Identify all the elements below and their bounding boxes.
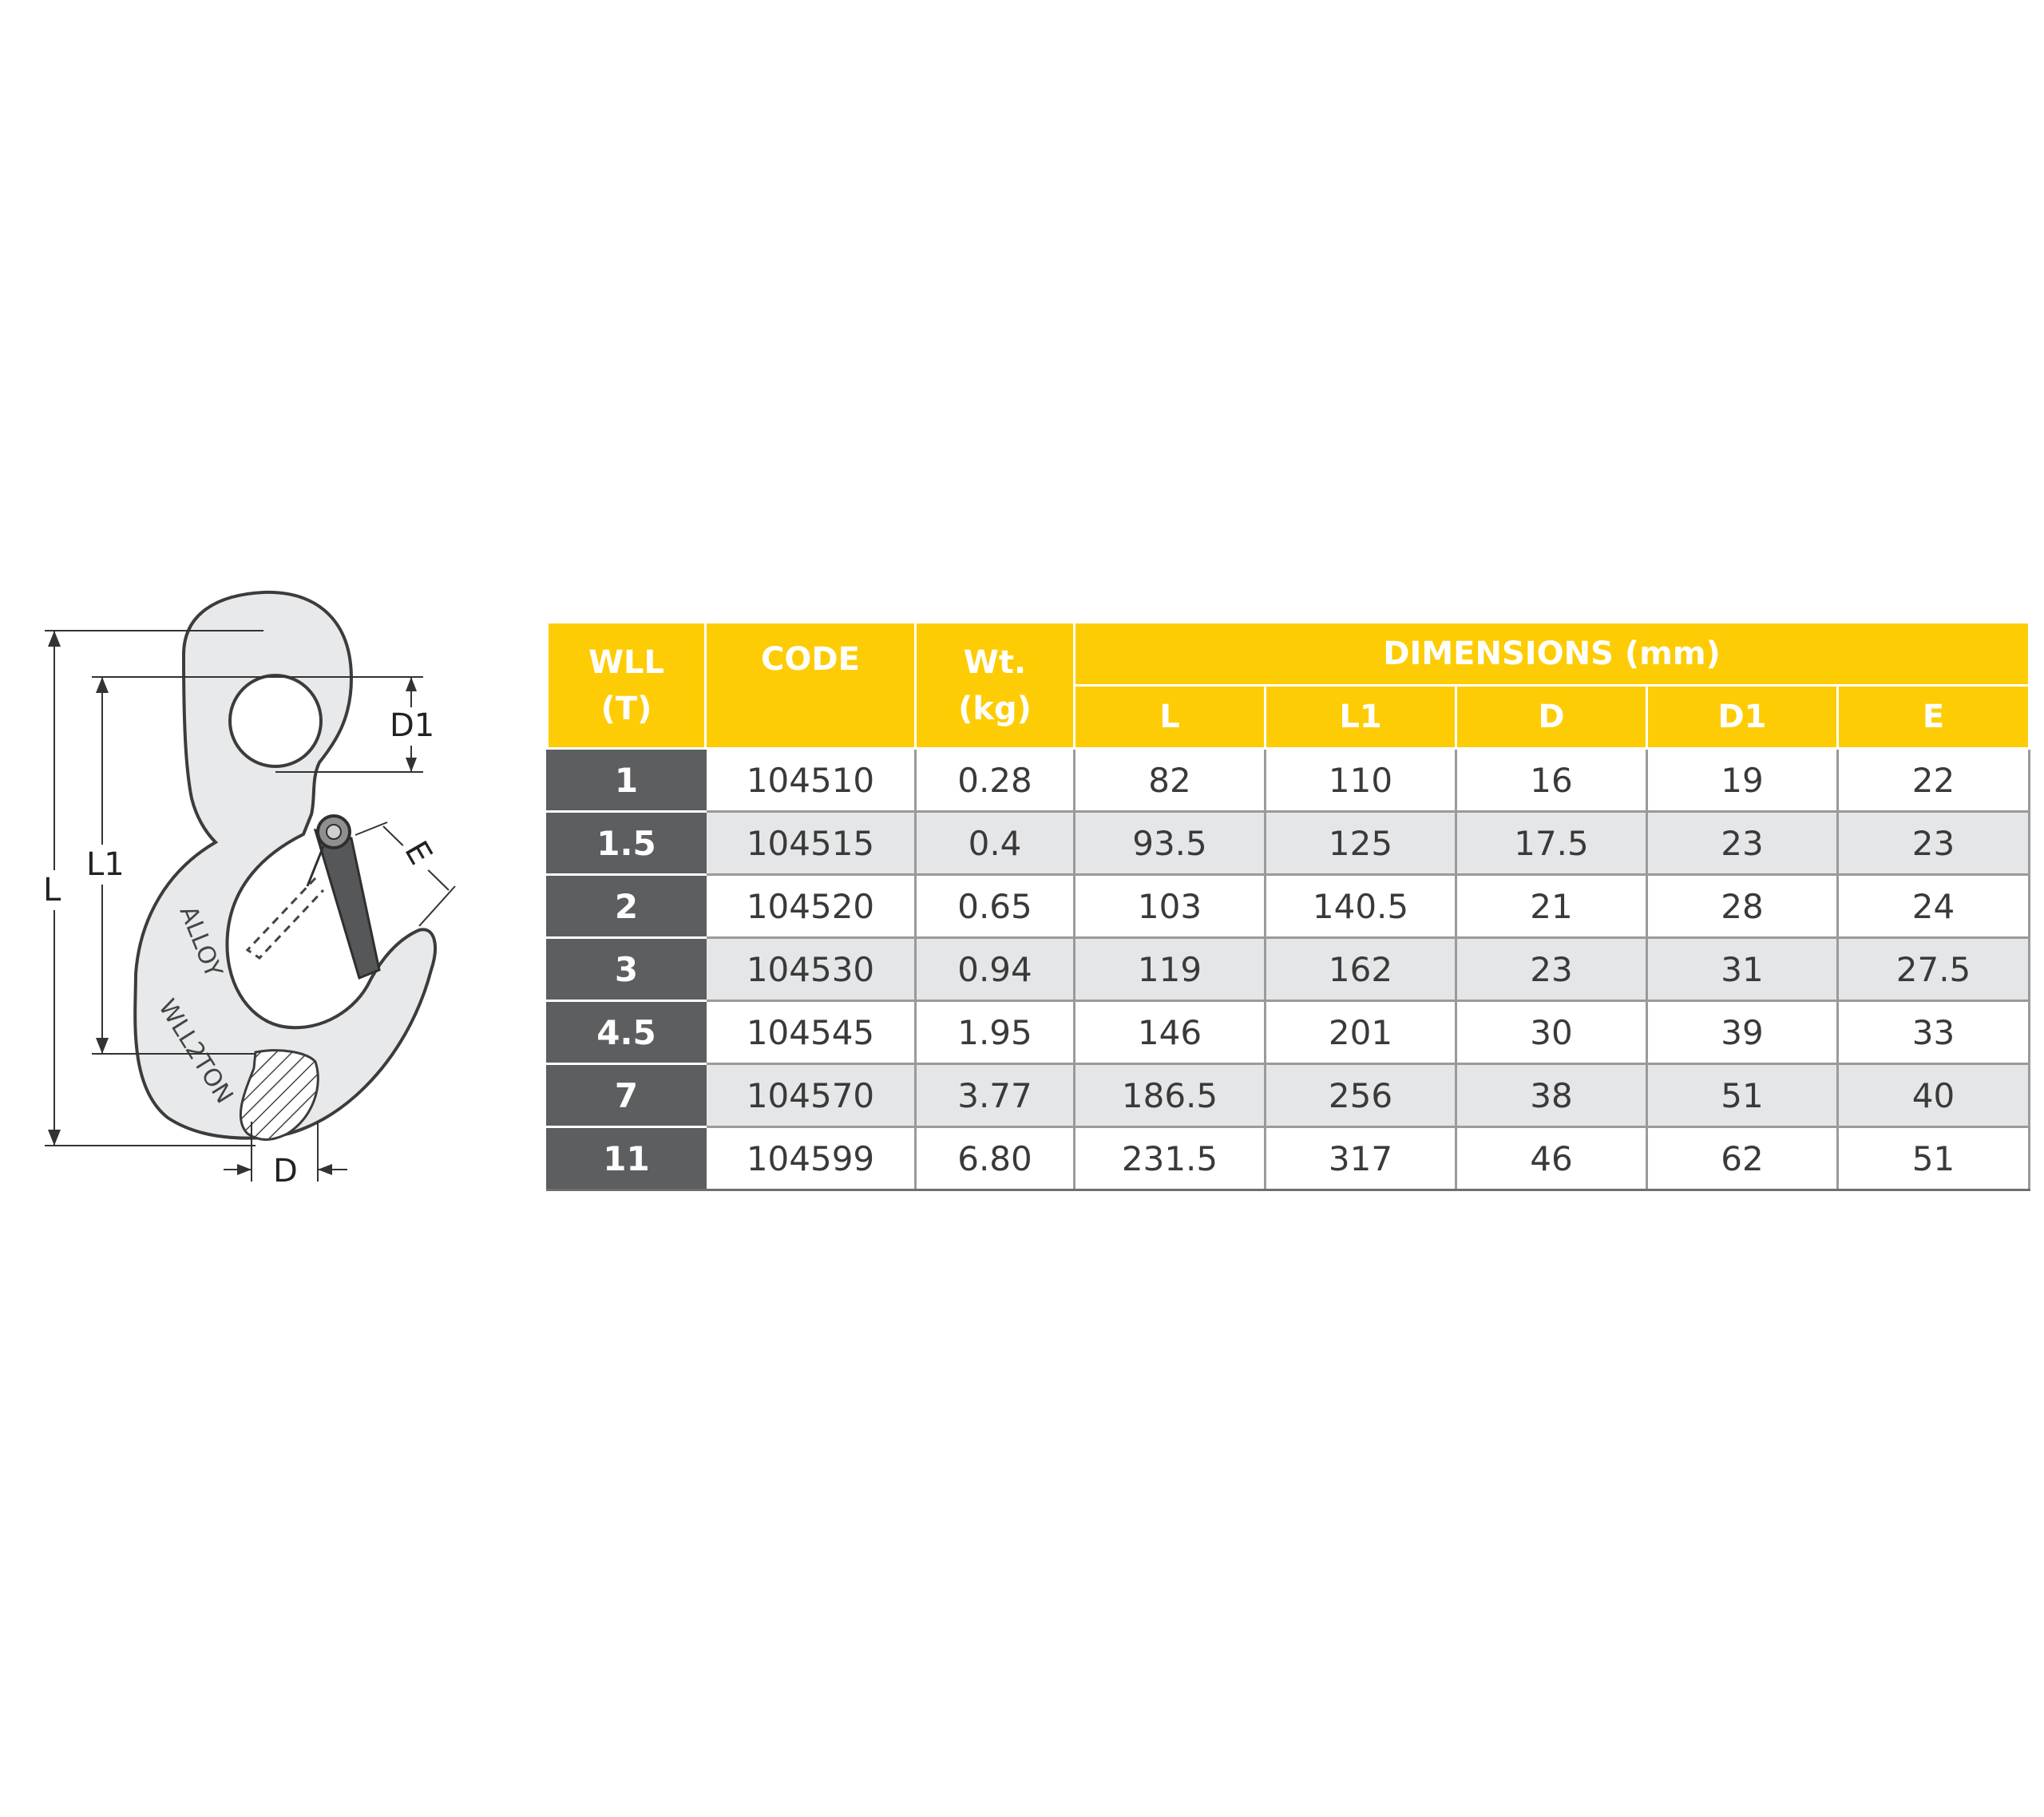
- cell-wll: 4.5: [548, 1001, 706, 1064]
- cell-wll: 3: [548, 938, 706, 1001]
- cell-weight: 0.28: [916, 749, 1075, 812]
- cell-dim-L1: 162: [1266, 938, 1456, 1001]
- stamp-wll: WLL2TON: [153, 994, 239, 1109]
- latch: [315, 830, 379, 978]
- cell-dim-L1: 201: [1266, 1001, 1456, 1064]
- cell-dim-L: 82: [1075, 749, 1266, 812]
- cell-dim-L1: 317: [1266, 1127, 1456, 1190]
- cell-weight: 3.77: [916, 1064, 1075, 1127]
- cell-dim-L1: 140.5: [1266, 875, 1456, 938]
- table-row: [548, 749, 2030, 812]
- cell-dim-L: 93.5: [1075, 812, 1266, 875]
- cell-code: 104570: [706, 1064, 916, 1127]
- header-dim-E: E: [1838, 686, 2030, 749]
- cell-weight: 0.94: [916, 938, 1075, 1001]
- cell-dim-L1: 125: [1266, 812, 1456, 875]
- cell-dim-E: 22: [1838, 749, 2030, 812]
- table-row: [548, 938, 2030, 1001]
- header-wll: [548, 623, 706, 749]
- header-weight-line2: (kg): [958, 690, 1032, 727]
- cell-dim-D: 30: [1456, 1001, 1647, 1064]
- cell-code: 104530: [706, 938, 916, 1001]
- latch-spring-outline: [248, 878, 323, 958]
- cell-dim-D1: 31: [1647, 938, 1838, 1001]
- cell-wll: 2: [548, 875, 706, 938]
- table-row: [548, 1064, 2030, 1127]
- dimension-label-L: L: [43, 872, 61, 908]
- cell-dim-D: 23: [1456, 938, 1647, 1001]
- cell-dim-L: 119: [1075, 938, 1266, 1001]
- cell-weight: 1.95: [916, 1001, 1075, 1064]
- cell-dim-E: 23: [1838, 812, 2030, 875]
- cell-code: 104599: [706, 1127, 916, 1190]
- cell-weight: 0.4: [916, 812, 1075, 875]
- cell-dim-D: 21: [1456, 875, 1647, 938]
- cell-dim-D: 46: [1456, 1127, 1647, 1190]
- cell-weight: 0.65: [916, 875, 1075, 938]
- header-wll-line2: (T): [600, 690, 652, 727]
- dimension-label-D1: D1: [390, 707, 435, 744]
- cell-wll: 7: [548, 1064, 706, 1127]
- cell-dim-E: 27.5: [1838, 938, 2030, 1001]
- table-row: [548, 875, 2030, 938]
- table-row: [548, 812, 2030, 875]
- cell-dim-E: 51: [1838, 1127, 2030, 1190]
- cell-dim-D1: 19: [1647, 749, 1838, 812]
- cell-dim-L: 231.5: [1075, 1127, 1266, 1190]
- cell-dim-L1: 256: [1266, 1064, 1456, 1127]
- header-dim-D1: D1: [1647, 686, 1838, 749]
- header-weight: [916, 623, 1075, 749]
- dimension-label-L1: L1: [86, 846, 125, 883]
- cell-dim-D1: 51: [1647, 1064, 1838, 1127]
- table-row: [548, 1001, 2030, 1064]
- cell-dim-D: 17.5: [1456, 812, 1647, 875]
- stamp-alloy: ALLOY: [173, 901, 228, 982]
- cell-dim-E: 24: [1838, 875, 2030, 938]
- cell-dim-D1: 23: [1647, 812, 1838, 875]
- cell-dim-D: 16: [1456, 749, 1647, 812]
- cell-dim-E: 33: [1838, 1001, 2030, 1064]
- header-dim-L: L: [1075, 686, 1266, 749]
- cell-weight: 6.80: [916, 1127, 1075, 1190]
- cell-code: 104520: [706, 875, 916, 938]
- dimension-label-D: D: [273, 1153, 298, 1190]
- hook-diagram: [0, 0, 511, 1213]
- cell-dim-D1: 28: [1647, 875, 1838, 938]
- header-wll-line1: WLL: [588, 643, 665, 681]
- cell-wll: 1: [548, 749, 706, 812]
- header-weight-line1: Wt.: [963, 643, 1027, 681]
- cell-code: 104515: [706, 812, 916, 875]
- cell-dim-L: 186.5: [1075, 1064, 1266, 1127]
- table-row: [548, 1127, 2030, 1190]
- cell-dim-L: 146: [1075, 1001, 1266, 1064]
- cell-dim-E: 40: [1838, 1064, 2030, 1127]
- cell-wll: 1.5: [548, 812, 706, 875]
- header-dimensions: DIMENSIONS (mm): [1075, 623, 2030, 686]
- cell-dim-D: 38: [1456, 1064, 1647, 1127]
- cell-wll: 11: [548, 1127, 706, 1190]
- header-code: CODE: [706, 623, 916, 749]
- cell-code: 104510: [706, 749, 916, 812]
- header-dim-L1: L1: [1266, 686, 1456, 749]
- cell-dim-D1: 39: [1647, 1001, 1838, 1064]
- cell-dim-L1: 110: [1266, 749, 1456, 812]
- cell-dim-D1: 62: [1647, 1127, 1838, 1190]
- cell-code: 104545: [706, 1001, 916, 1064]
- header-dim-D: D: [1456, 686, 1647, 749]
- spec-table: [546, 621, 2030, 1191]
- dimension-label-E: E: [397, 835, 439, 871]
- hook-eye-hole: [230, 675, 321, 766]
- cell-dim-L: 103: [1075, 875, 1266, 938]
